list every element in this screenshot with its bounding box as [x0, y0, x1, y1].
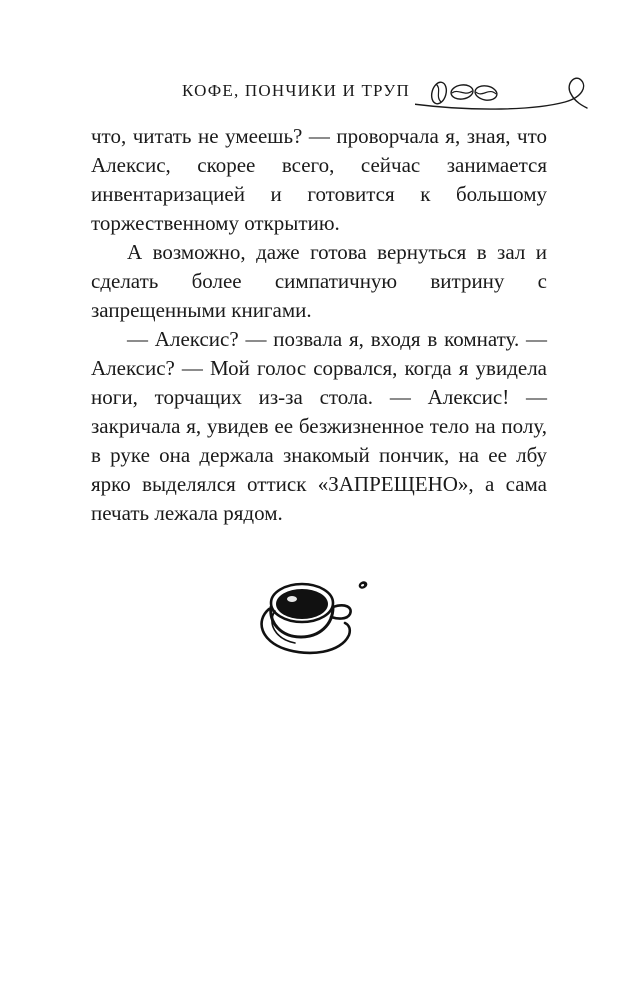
coffee-cup-icon: [255, 573, 375, 663]
paragraph: что, читать не умеешь? — проворчала я, зная, что Алексис, скорее всего, сейчас занимается инвентаризацией и готовится к большому торжественному открытию.: [91, 124, 547, 235]
coffee-beans-icon: [415, 72, 595, 122]
paragraph: — Алексис? — позвала я, входя в комнату. — Алексис? — Мой голос сорвался, когда я увидела ноги, торчащих из-за стола. — Алексис! — закричала я, увидев ее безжизненное тело на полу, в руке она держала знакомый пончик, на ее лбу ярко выделялся оттиск «ЗАПРЕЩЕНО», а сама печать лежала рядом.: [91, 327, 547, 525]
running-head: [0, 72, 640, 122]
paragraph: А возможно, даже готова вернуться в зал и сделать более симпатичную витрину с запрещенными книгами.: [91, 240, 547, 322]
body-text: [91, 122, 547, 528]
running-head-title: КОФЕ, ПОНЧИКИ И ТРУП: [182, 81, 410, 100]
